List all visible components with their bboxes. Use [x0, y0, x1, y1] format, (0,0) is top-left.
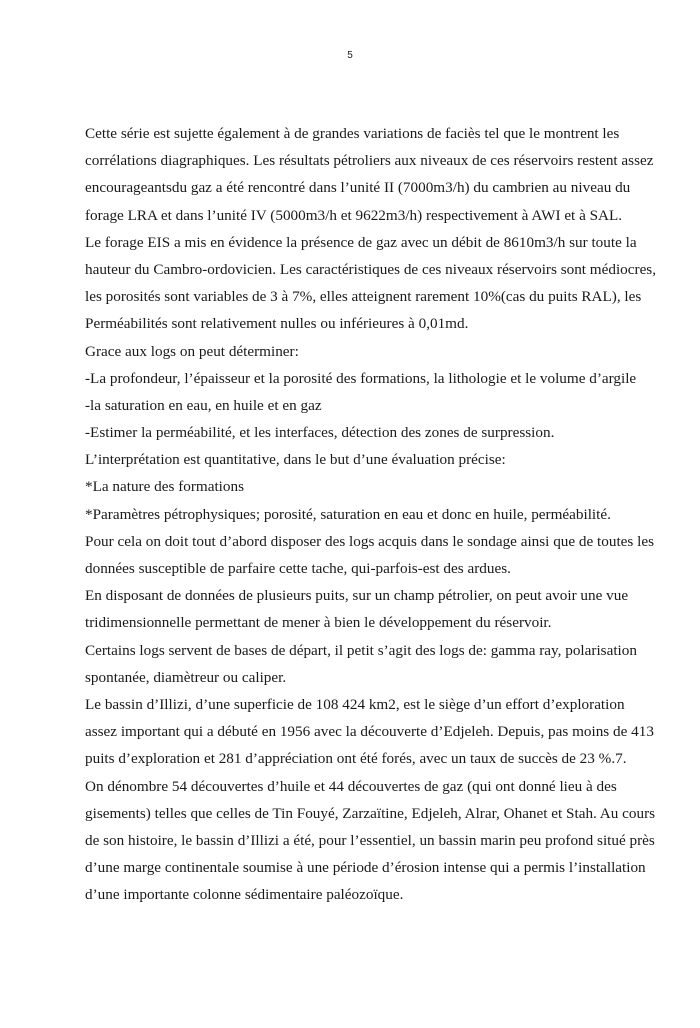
text-line: Certains logs servent de bases de départ, il petit s’agit des logs de: gamma ray, polarisation: [85, 641, 637, 659]
text-line: assez important qui a débuté en 1956 avec la découverte d’Edjeleh. Depuis, pas moins de 413: [85, 723, 654, 741]
text-line: Grace aux logs on peut déterminer:: [85, 342, 299, 360]
text-line: les porosités sont variables de 3 à 7%, elles atteignent rarement 10%(cas du puits RAL), les: [85, 288, 642, 306]
text-line: hauteur du Cambro-ordovicien. Les caractéristiques de ces niveaux réservoirs sont médiocres,: [85, 260, 657, 278]
text-line: gisements) telles que celles de Tin Fouyé, Zarzaïtine, Edjeleh, Alrar, Ohanet et Stah. Au cours: [85, 804, 656, 822]
page-number: 5: [347, 50, 353, 61]
text-line: *La nature des formations: [85, 478, 244, 496]
text-line: On dénombre 54 découvertes d’huile et 44 découvertes de gaz (qui ont donné lieu à des: [85, 777, 617, 795]
text-line: d’une marge continentale soumise à une période d’érosion intense qui a permis l’installation: [85, 859, 646, 877]
text-line: spontanée, diamètreur ou caliper.: [85, 668, 287, 686]
text-line: *Paramètres pétrophysiques; porosité, saturation en eau et donc en huile, perméabilité.: [85, 505, 611, 523]
text-line: L’interprétation est quantitative, dans le but d’une évaluation précise:: [85, 451, 506, 469]
text-line: encourageantsdu gaz a été rencontré dans l’unité II (7000m3/h) du cambrien au niveau du: [85, 179, 631, 197]
text-line: Le bassin d’Illizi, d’une superficie de 108 424 km2, est le siège d’un effort d’exploration: [85, 695, 625, 713]
text-line: Cette série est sujette également à de grandes variations de faciès tel que le montrent les: [85, 125, 620, 142]
text-line: corrélations diagraphiques. Les résultats pétroliers aux niveaux de ces réservoirs restent assez: [85, 152, 654, 170]
text-line: puits d’exploration et 281 d’appréciation ont été forés, avec un taux de succès de 23 %.7.: [85, 750, 627, 768]
text-line: forage LRA et dans l’unité IV (5000m3/h et 9622m3/h) respectivement à AWI et à SAL.: [85, 206, 623, 224]
text-line: Perméabilités sont relativement nulles ou inférieures à 0,01md.: [85, 315, 469, 333]
text-line: de son histoire, le bassin d’Illizi a été, pour l’essentiel, un bassin marin peu profond situé près: [85, 831, 655, 849]
text-line: -La profondeur, l’épaisseur et la porosité des formations, la lithologie et le volume d’argile: [85, 369, 637, 387]
text-line: Pour cela on doit tout d’abord disposer des logs acquis dans le sondage ainsi que de toutes les: [85, 532, 654, 550]
text-line: -Estimer la perméabilité, et les interfaces, détection des zones de surpression.: [85, 424, 555, 442]
text-line: -la saturation en eau, en huile et en gaz: [85, 396, 322, 414]
text-line: Le forage EIS a mis en évidence la présence de gaz avec un débit de 8610m3/h sur toute la: [85, 233, 637, 251]
text-line: données susceptible de parfaire cette tache, qui-parfois-est des ardues.: [85, 560, 511, 577]
text-line: d’une importante colonne sédimentaire paléozoïque.: [85, 886, 404, 904]
text-line: En disposant de données de plusieurs puits, sur un champ pétrolier, on peut avoir une vue: [85, 587, 629, 605]
text-line: tridimensionnelle permettant de mener à bien le développement du réservoir.: [85, 614, 552, 632]
body-text: [85, 120, 657, 908]
